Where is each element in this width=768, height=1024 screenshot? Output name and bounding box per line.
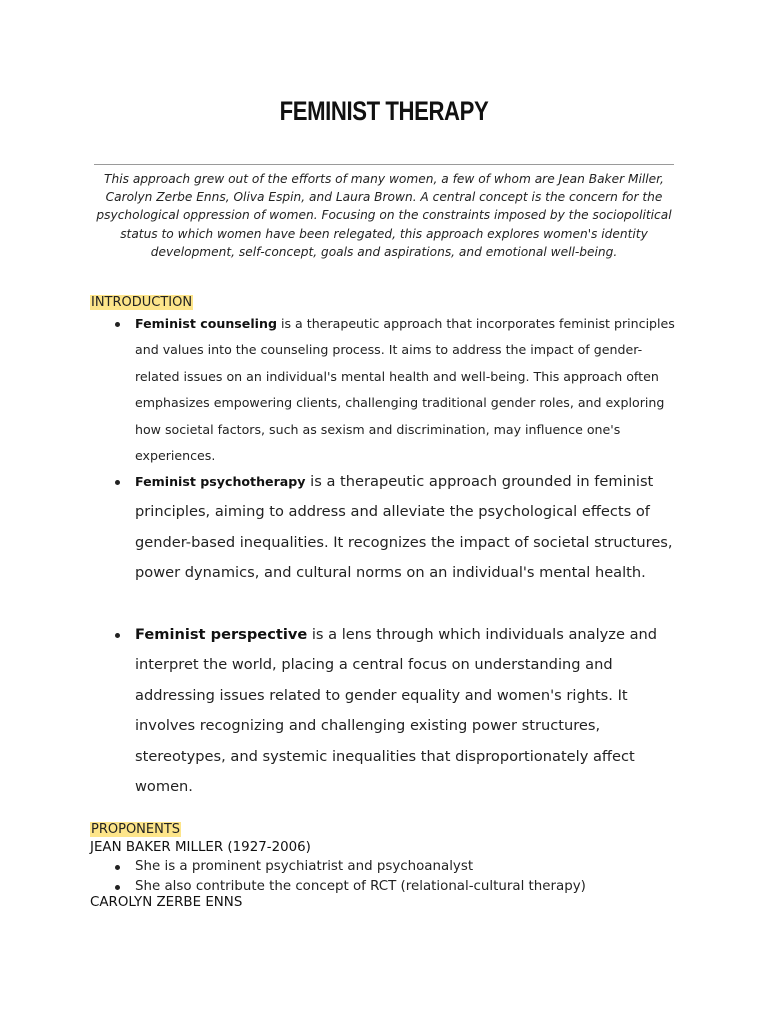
- proponent-carolyn-zerbe-enns: CAROLYN ZERBE ENNS: [90, 895, 243, 910]
- definition-feminist-counseling: is a therapeutic approach that incorporates feminist principles and values into the counseling process. It aims to address the impact of gender-related issues on an individual's mental health and well-being. This approach often emphasizes empowering clients, challenging traditional gender roles, and exploring how societal factors, such as sexism and discrimination, may influence one's experiences.: [135, 316, 675, 464]
- bullet-icon: [115, 322, 120, 327]
- bullet-icon: [115, 885, 120, 890]
- point-text: She also contribute the concept of RCT (relational-cultural therapy): [135, 879, 586, 894]
- list-item-feminist-perspective: [135, 620, 680, 802]
- introduction-list-1: [135, 311, 680, 469]
- introduction-list-2: [135, 467, 680, 589]
- bullet-icon: [115, 633, 120, 638]
- proponents-heading: [90, 822, 181, 837]
- proponent-jean-baker-miller: JEAN BAKER MILLER (1927-2006): [90, 840, 311, 855]
- title-divider: [94, 164, 674, 165]
- list-item-feminist-counseling: [135, 311, 680, 469]
- bullet-icon: [115, 865, 120, 870]
- definition-feminist-perspective: is a lens through which individuals analyze and interpret the world, placing a central focus on understanding and addressing issues related to gender equality and women's rights. It involves recognizing and challenging existing power structures, stereotypes, and systemic inequalities that disproportionately affect women.: [135, 626, 658, 796]
- term-feminist-psychotherapy: Feminist psychotherapy: [135, 474, 306, 489]
- introduction-list-3: [135, 620, 680, 802]
- bullet-icon: [115, 480, 120, 485]
- list-item-feminist-psychotherapy: [135, 467, 680, 589]
- term-feminist-perspective: Feminist perspective: [135, 626, 308, 643]
- list-item: [135, 877, 695, 897]
- definition-feminist-psychotherapy: is a therapeutic approach grounded in feminist principles, aiming to address and alleviate the psychological effects of gender-based inequalities. It recognizes the impact of societal structures, power dynamics, and cultural norms on an individual's mental health.: [135, 473, 673, 582]
- introduction-heading-text: INTRODUCTION: [91, 295, 193, 310]
- point-text: She is a prominent psychiatrist and psychoanalyst: [135, 859, 474, 874]
- document-title: FEMINIST THERAPY: [279, 96, 489, 126]
- intro-paragraph: This approach grew out of the efforts of many women, a few of whom are Jean Baker Miller, Carolyn Zerbe Enns, Oliva Espin, and Laura Brown. A central concept is the concern for the psychological oppression of women. Focusing on the constraints imposed by the sociopolitical status to which women have been relegated, this approach explores women's identity development, self-concept, goals and aspirations, and emotional well-being.: [96, 172, 672, 259]
- proponent-1-points: [135, 857, 695, 897]
- term-feminist-counseling: Feminist counseling: [135, 316, 277, 331]
- list-item: [135, 857, 695, 877]
- proponents-heading-text: PROPONENTS: [91, 822, 181, 837]
- introduction-heading: [90, 295, 193, 310]
